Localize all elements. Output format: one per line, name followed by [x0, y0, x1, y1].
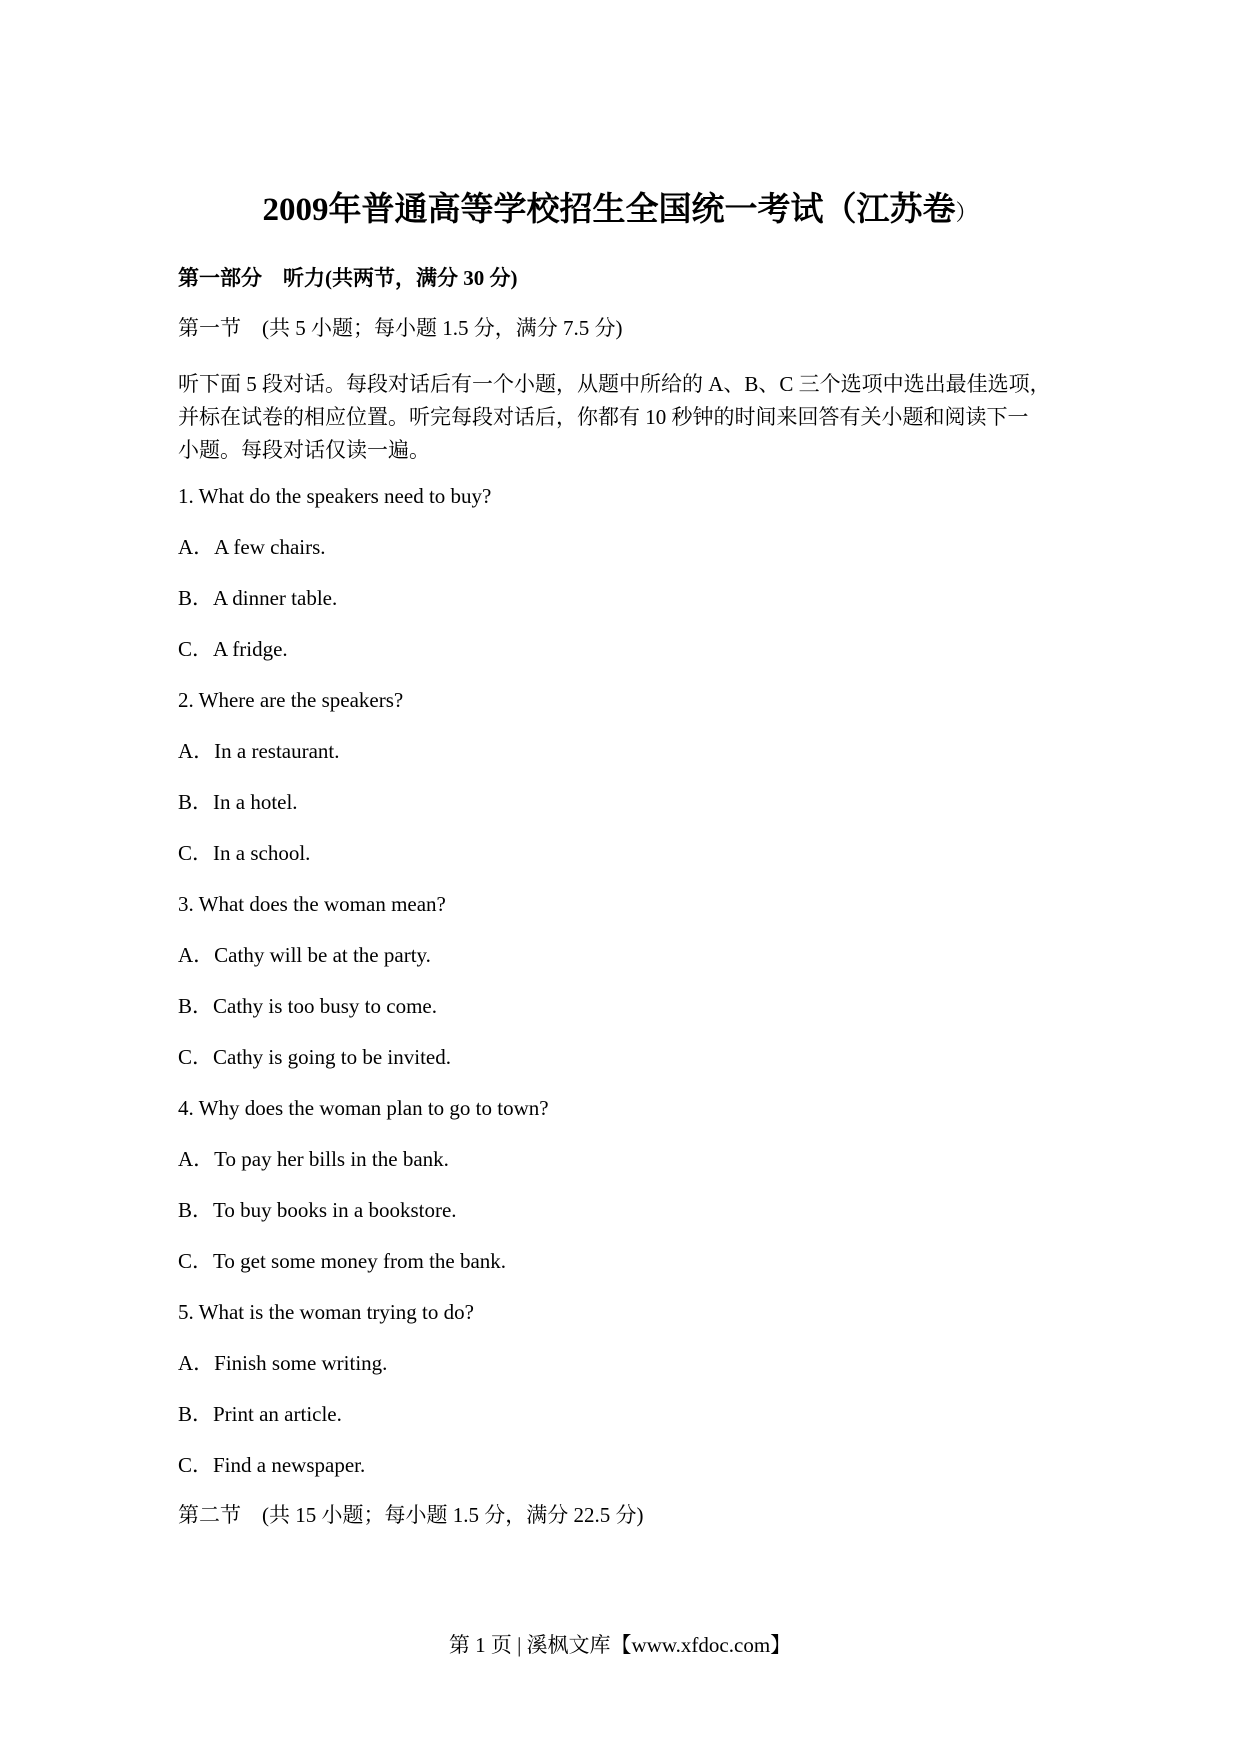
exam-title-closing-paren: ） [955, 200, 978, 225]
question-1-option-c: C．A fridge. [178, 637, 288, 661]
question-4-option-b: B．To buy books in a bookstore. [178, 1198, 457, 1222]
question-4-option-a: A．To pay her bills in the bank. [178, 1147, 449, 1171]
exam-title-main: 2009年普通高等学校招生全国统一考试（江苏卷 [262, 192, 956, 228]
question-5-option-a: A．Finish some writing. [178, 1351, 388, 1375]
question-5-stem: 5. What is the woman trying to do? [178, 1300, 474, 1324]
section-2-heading: 第二节 (共 15 小题；每小题 1.5 分，满分 22.5 分) [178, 1503, 644, 1527]
instructions-paragraph [178, 368, 1078, 467]
instructions-line: 听下面 5 段对话。每段对话后有一个小题，从题中所给的 A、B、C 三个选项中选出最佳选项， [178, 372, 1051, 396]
exam-title [0, 188, 1240, 235]
question-5-option-b: B．Print an article. [178, 1402, 342, 1426]
question-3-option-b: B．Cathy is too busy to come. [178, 994, 437, 1018]
question-4-stem: 4. Why does the woman plan to go to town? [178, 1096, 549, 1120]
part-1-heading: 第一部分 听力(共两节，满分 30 分) [178, 266, 518, 290]
question-2-stem: 2. Where are the speakers? [178, 688, 404, 712]
section-1-heading: 第一节 (共 5 小题；每小题 1.5 分，满分 7.5 分) [178, 316, 623, 340]
question-3-option-c: C．Cathy is going to be invited. [178, 1045, 451, 1069]
question-1-stem: 1. What do the speakers need to buy? [178, 484, 492, 508]
instructions-line: 小题。每段对话仅读一遍。 [178, 438, 430, 462]
page-footer: 第 1 页 | 溪枫文库【www.xfdoc.com】 [448, 1633, 792, 1657]
question-3-stem: 3. What does the woman mean? [178, 892, 446, 916]
question-5-option-c: C．Find a newspaper. [178, 1453, 366, 1477]
question-1-option-b: B．A dinner table. [178, 586, 338, 610]
question-3-option-a: A．Cathy will be at the party. [178, 943, 431, 967]
question-2-option-b: B．In a hotel. [178, 790, 298, 814]
question-1-option-a: A．A few chairs. [178, 535, 326, 559]
instructions-line: 并标在试卷的相应位置。听完每段对话后，你都有 10 秒钟的时间来回答有关小题和阅读下一 [178, 405, 1029, 429]
question-2-option-a: A．In a restaurant. [178, 739, 340, 763]
question-4-option-c: C．To get some money from the bank. [178, 1249, 507, 1273]
question-2-option-c: C．In a school. [178, 841, 311, 865]
